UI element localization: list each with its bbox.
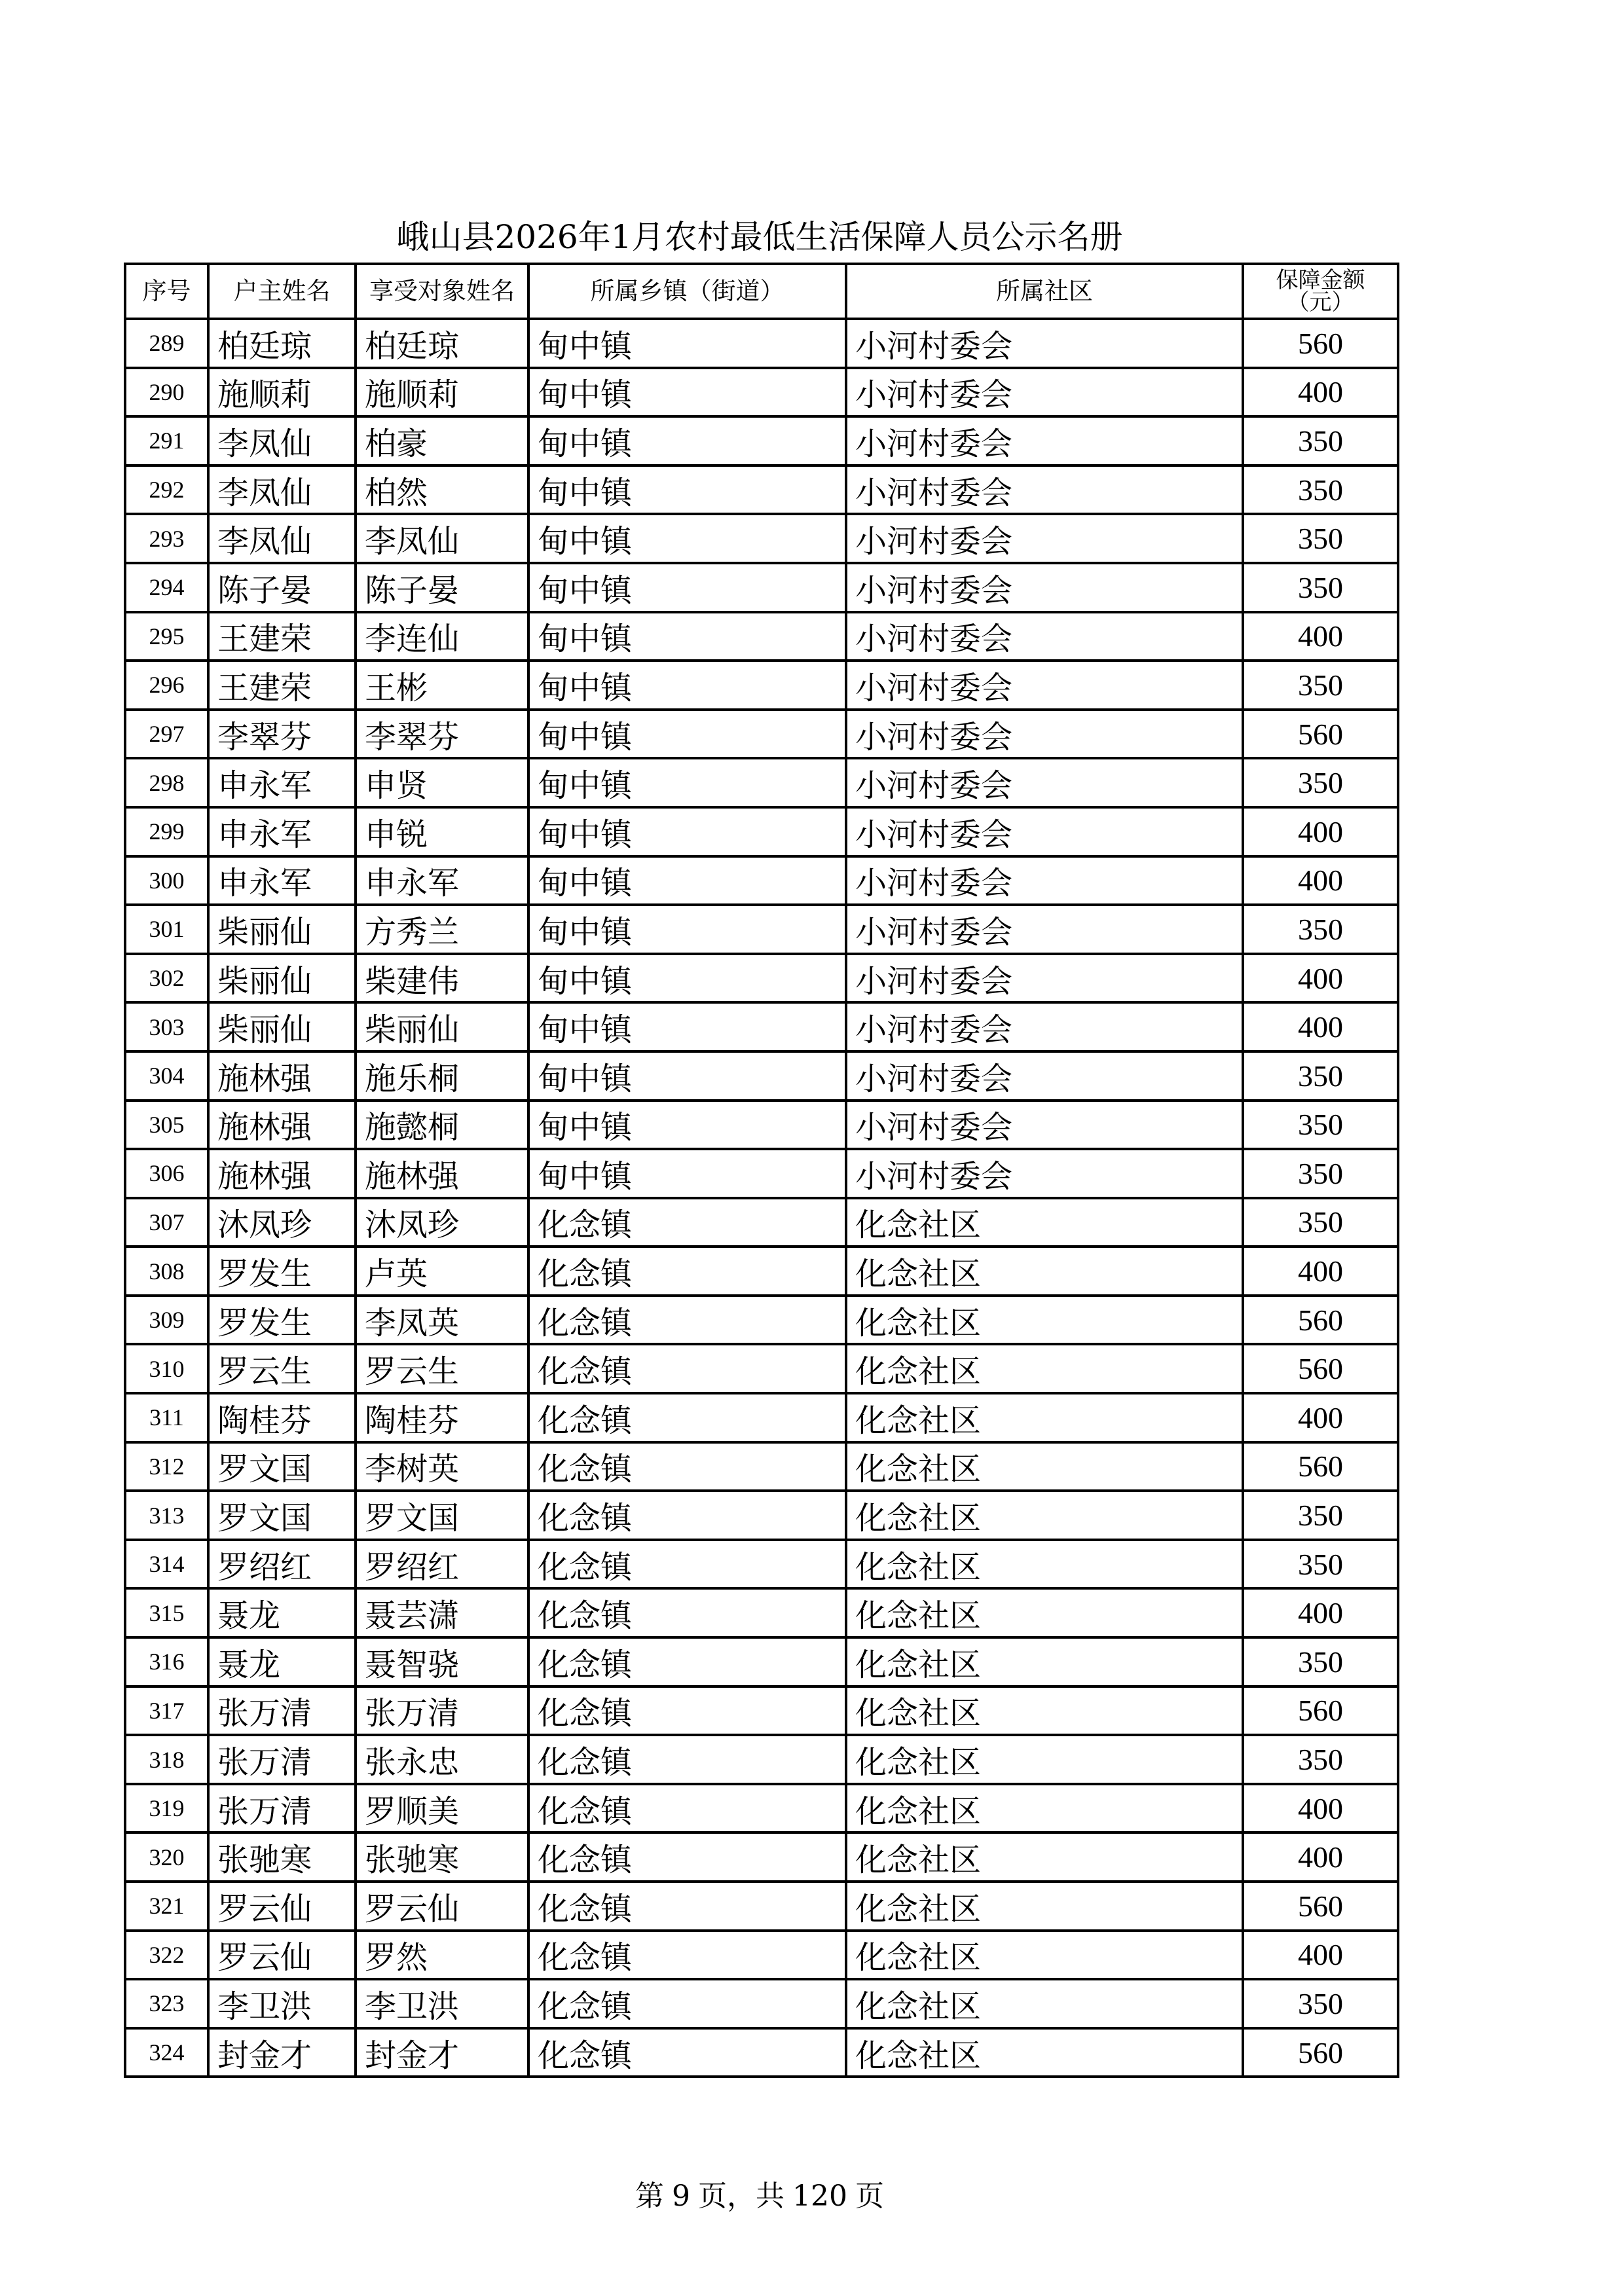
cell-beneficiary: 罗文国 — [356, 1491, 528, 1540]
cell-seq: 315 — [125, 1588, 208, 1637]
cell-seq: 299 — [125, 807, 208, 856]
cell-householder: 罗文国 — [208, 1491, 356, 1540]
cell-town: 甸中镇 — [528, 465, 846, 515]
table-row — [125, 514, 1398, 563]
table-row — [125, 2028, 1398, 2077]
cell-community: 化念社区 — [846, 1540, 1243, 1589]
table-row — [125, 368, 1398, 417]
cell-householder: 柏廷琼 — [208, 319, 356, 368]
cell-community: 小河村委会 — [846, 954, 1243, 1003]
cell-beneficiary: 施懿桐 — [356, 1101, 528, 1150]
table-row — [125, 758, 1398, 807]
cell-community: 化念社区 — [846, 1588, 1243, 1637]
cell-town: 化念镇 — [528, 1735, 846, 1784]
cell-beneficiary: 施乐桐 — [356, 1051, 528, 1101]
cell-seq: 307 — [125, 1198, 208, 1247]
cell-community: 化念社区 — [846, 1344, 1243, 1393]
cell-town: 化念镇 — [528, 1832, 846, 1882]
table-row — [125, 1491, 1398, 1540]
cell-town: 化念镇 — [528, 1979, 846, 2028]
cell-community: 化念社区 — [846, 1931, 1243, 1980]
cell-beneficiary: 张永忠 — [356, 1735, 528, 1784]
cell-amount: 400 — [1243, 807, 1398, 856]
cell-town: 甸中镇 — [528, 905, 846, 954]
cell-amount: 350 — [1243, 1735, 1398, 1784]
roster-table — [124, 263, 1399, 2078]
cell-amount: 350 — [1243, 563, 1398, 612]
cell-amount: 560 — [1243, 1882, 1398, 1931]
cell-town: 化念镇 — [528, 1882, 846, 1931]
cell-community: 化念社区 — [846, 1882, 1243, 1931]
cell-householder: 申永军 — [208, 758, 356, 807]
cell-seq: 303 — [125, 1002, 208, 1051]
cell-seq: 320 — [125, 1832, 208, 1882]
table-row — [125, 954, 1398, 1003]
cell-community: 化念社区 — [846, 1735, 1243, 1784]
cell-amount: 560 — [1243, 319, 1398, 368]
cell-amount: 350 — [1243, 1149, 1398, 1198]
cell-householder: 张万清 — [208, 1784, 356, 1833]
table-row — [125, 905, 1398, 954]
cell-seq: 308 — [125, 1247, 208, 1296]
cell-amount: 400 — [1243, 1931, 1398, 1980]
cell-seq: 294 — [125, 563, 208, 612]
cell-amount: 350 — [1243, 1198, 1398, 1247]
cell-community: 化念社区 — [846, 1784, 1243, 1833]
cell-community: 化念社区 — [846, 1393, 1243, 1442]
cell-seq: 301 — [125, 905, 208, 954]
header-town: 所属乡镇（街道） — [528, 264, 846, 319]
cell-amount: 400 — [1243, 1588, 1398, 1637]
cell-householder: 罗发生 — [208, 1247, 356, 1296]
cell-community: 小河村委会 — [846, 807, 1243, 856]
cell-seq: 311 — [125, 1393, 208, 1442]
cell-seq: 319 — [125, 1784, 208, 1833]
cell-householder: 张驰寒 — [208, 1832, 356, 1882]
cell-amount: 350 — [1243, 514, 1398, 563]
cell-seq: 309 — [125, 1296, 208, 1345]
header-householder: 户主姓名 — [208, 264, 356, 319]
cell-beneficiary: 柴建伟 — [356, 954, 528, 1003]
cell-community: 小河村委会 — [846, 514, 1243, 563]
cell-amount: 400 — [1243, 1247, 1398, 1296]
cell-beneficiary: 陶桂芬 — [356, 1393, 528, 1442]
cell-seq: 314 — [125, 1540, 208, 1589]
cell-town: 化念镇 — [528, 1344, 846, 1393]
table-row — [125, 661, 1398, 710]
cell-seq: 291 — [125, 416, 208, 465]
cell-town: 化念镇 — [528, 1784, 846, 1833]
cell-beneficiary: 王彬 — [356, 661, 528, 710]
table-row — [125, 1540, 1398, 1589]
cell-householder: 张万清 — [208, 1686, 356, 1736]
cell-householder: 罗云仙 — [208, 1882, 356, 1931]
cell-amount: 350 — [1243, 1540, 1398, 1589]
cell-householder: 罗云生 — [208, 1344, 356, 1393]
cell-seq: 306 — [125, 1149, 208, 1198]
cell-town: 甸中镇 — [528, 954, 846, 1003]
table-row — [125, 1149, 1398, 1198]
table-row — [125, 710, 1398, 759]
footer-prefix: 第 — [635, 2179, 664, 2213]
cell-beneficiary: 李凤仙 — [356, 514, 528, 563]
cell-amount: 350 — [1243, 905, 1398, 954]
cell-beneficiary: 卢英 — [356, 1247, 528, 1296]
cell-town: 化念镇 — [528, 1588, 846, 1637]
cell-town: 化念镇 — [528, 1198, 846, 1247]
cell-seq: 316 — [125, 1637, 208, 1686]
cell-householder: 施林强 — [208, 1051, 356, 1101]
cell-householder: 陈子晏 — [208, 563, 356, 612]
cell-community: 小河村委会 — [846, 1149, 1243, 1198]
table-row — [125, 1198, 1398, 1247]
table-row — [125, 856, 1398, 905]
footer-page-number: 9 — [672, 2179, 690, 2213]
cell-seq: 298 — [125, 758, 208, 807]
cell-householder: 聂龙 — [208, 1637, 356, 1686]
cell-community: 小河村委会 — [846, 1002, 1243, 1051]
cell-town: 甸中镇 — [528, 710, 846, 759]
cell-beneficiary: 聂智骁 — [356, 1637, 528, 1686]
cell-amount: 560 — [1243, 710, 1398, 759]
cell-beneficiary: 柴丽仙 — [356, 1002, 528, 1051]
cell-amount: 560 — [1243, 1296, 1398, 1345]
cell-householder: 沐凤珍 — [208, 1198, 356, 1247]
table-row — [125, 563, 1398, 612]
cell-town: 化念镇 — [528, 1393, 846, 1442]
cell-amount: 400 — [1243, 1002, 1398, 1051]
cell-householder: 柴丽仙 — [208, 954, 356, 1003]
cell-community: 化念社区 — [846, 1832, 1243, 1882]
cell-amount: 400 — [1243, 1832, 1398, 1882]
cell-community: 小河村委会 — [846, 368, 1243, 417]
footer-mid: 页，共 — [698, 2179, 784, 2213]
table-row — [125, 1344, 1398, 1393]
cell-seq: 296 — [125, 661, 208, 710]
cell-amount: 350 — [1243, 758, 1398, 807]
cell-community: 化念社区 — [846, 1247, 1243, 1296]
cell-amount: 350 — [1243, 1979, 1398, 2028]
cell-amount: 400 — [1243, 954, 1398, 1003]
cell-beneficiary: 申贤 — [356, 758, 528, 807]
cell-beneficiary: 申永军 — [356, 856, 528, 905]
cell-beneficiary: 柏然 — [356, 465, 528, 515]
cell-amount: 350 — [1243, 465, 1398, 515]
cell-community: 小河村委会 — [846, 416, 1243, 465]
cell-beneficiary: 施顺莉 — [356, 368, 528, 417]
table-row — [125, 416, 1398, 465]
cell-community: 化念社区 — [846, 1442, 1243, 1491]
cell-community: 化念社区 — [846, 2028, 1243, 2077]
cell-householder: 柴丽仙 — [208, 905, 356, 954]
cell-amount: 350 — [1243, 1101, 1398, 1150]
cell-amount: 560 — [1243, 1344, 1398, 1393]
cell-beneficiary: 李翠芬 — [356, 710, 528, 759]
table-row — [125, 1051, 1398, 1101]
cell-beneficiary: 罗云仙 — [356, 1882, 528, 1931]
cell-seq: 300 — [125, 856, 208, 905]
cell-amount: 350 — [1243, 416, 1398, 465]
cell-seq: 297 — [125, 710, 208, 759]
cell-amount: 350 — [1243, 1637, 1398, 1686]
table-row — [125, 1393, 1398, 1442]
cell-community: 小河村委会 — [846, 758, 1243, 807]
cell-town: 甸中镇 — [528, 514, 846, 563]
cell-town: 甸中镇 — [528, 563, 846, 612]
cell-town: 甸中镇 — [528, 416, 846, 465]
cell-amount: 560 — [1243, 1442, 1398, 1491]
cell-amount: 400 — [1243, 1393, 1398, 1442]
table-row — [125, 319, 1398, 368]
cell-community: 小河村委会 — [846, 1051, 1243, 1101]
cell-seq: 293 — [125, 514, 208, 563]
table-row — [125, 1686, 1398, 1736]
cell-seq: 290 — [125, 368, 208, 417]
cell-seq: 321 — [125, 1882, 208, 1931]
cell-beneficiary: 罗顺美 — [356, 1784, 528, 1833]
cell-householder: 封金才 — [208, 2028, 356, 2077]
table-row — [125, 1882, 1398, 1931]
cell-town: 甸中镇 — [528, 319, 846, 368]
table-row — [125, 1637, 1398, 1686]
header-seq: 序号 — [125, 264, 208, 319]
cell-householder: 罗云仙 — [208, 1931, 356, 1980]
cell-beneficiary: 罗绍红 — [356, 1540, 528, 1589]
cell-community: 小河村委会 — [846, 612, 1243, 661]
cell-amount: 350 — [1243, 661, 1398, 710]
cell-seq: 310 — [125, 1344, 208, 1393]
cell-householder: 李卫洪 — [208, 1979, 356, 2028]
cell-amount: 400 — [1243, 1784, 1398, 1833]
cell-seq: 292 — [125, 465, 208, 515]
cell-community: 小河村委会 — [846, 563, 1243, 612]
cell-householder: 李凤仙 — [208, 416, 356, 465]
cell-seq: 305 — [125, 1101, 208, 1150]
cell-amount: 400 — [1243, 368, 1398, 417]
cell-town: 甸中镇 — [528, 807, 846, 856]
cell-householder: 施林强 — [208, 1149, 356, 1198]
table-row — [125, 1832, 1398, 1882]
cell-community: 化念社区 — [846, 1637, 1243, 1686]
cell-town: 化念镇 — [528, 2028, 846, 2077]
table-row — [125, 1442, 1398, 1491]
cell-town: 化念镇 — [528, 1491, 846, 1540]
table-row — [125, 1247, 1398, 1296]
header-amount: 保障金额（元） — [1243, 264, 1398, 319]
cell-beneficiary: 柏廷琼 — [356, 319, 528, 368]
cell-community: 化念社区 — [846, 1979, 1243, 2028]
cell-town: 化念镇 — [528, 1442, 846, 1491]
header-beneficiary: 享受对象姓名 — [356, 264, 528, 319]
cell-householder: 王建荣 — [208, 612, 356, 661]
cell-seq: 304 — [125, 1051, 208, 1101]
cell-town: 化念镇 — [528, 1247, 846, 1296]
cell-beneficiary: 聂芸潇 — [356, 1588, 528, 1637]
cell-beneficiary: 申锐 — [356, 807, 528, 856]
cell-amount: 560 — [1243, 1686, 1398, 1736]
cell-beneficiary: 方秀兰 — [356, 905, 528, 954]
table-row — [125, 807, 1398, 856]
table-row — [125, 1784, 1398, 1833]
cell-town: 甸中镇 — [528, 1051, 846, 1101]
cell-seq: 289 — [125, 319, 208, 368]
cell-beneficiary: 柏豪 — [356, 416, 528, 465]
table-row — [125, 1101, 1398, 1150]
cell-amount: 350 — [1243, 1051, 1398, 1101]
cell-householder: 王建荣 — [208, 661, 356, 710]
cell-community: 化念社区 — [846, 1198, 1243, 1247]
cell-seq: 323 — [125, 1979, 208, 2028]
cell-town: 化念镇 — [528, 1540, 846, 1589]
footer-total-pages: 120 — [792, 2179, 847, 2213]
table-row — [125, 1296, 1398, 1345]
cell-seq: 302 — [125, 954, 208, 1003]
table-row — [125, 1931, 1398, 1980]
cell-town: 甸中镇 — [528, 856, 846, 905]
table-row — [125, 1002, 1398, 1051]
cell-town: 甸中镇 — [528, 1002, 846, 1051]
cell-seq: 324 — [125, 2028, 208, 2077]
cell-beneficiary: 施林强 — [356, 1149, 528, 1198]
cell-town: 甸中镇 — [528, 1101, 846, 1150]
cell-seq: 295 — [125, 612, 208, 661]
cell-community: 化念社区 — [846, 1686, 1243, 1736]
cell-town: 甸中镇 — [528, 1149, 846, 1198]
table-header-row — [125, 264, 1398, 319]
cell-town: 化念镇 — [528, 1686, 846, 1736]
cell-householder: 李凤仙 — [208, 514, 356, 563]
cell-town: 甸中镇 — [528, 661, 846, 710]
cell-seq: 312 — [125, 1442, 208, 1491]
cell-community: 化念社区 — [846, 1491, 1243, 1540]
cell-beneficiary: 沐凤珍 — [356, 1198, 528, 1247]
cell-beneficiary: 罗然 — [356, 1931, 528, 1980]
cell-beneficiary: 张万清 — [356, 1686, 528, 1736]
cell-householder: 李凤仙 — [208, 465, 356, 515]
cell-householder: 申永军 — [208, 807, 356, 856]
cell-seq: 313 — [125, 1491, 208, 1540]
cell-householder: 施顺莉 — [208, 368, 356, 417]
cell-beneficiary: 陈子晏 — [356, 563, 528, 612]
cell-householder: 罗文国 — [208, 1442, 356, 1491]
cell-town: 甸中镇 — [528, 758, 846, 807]
cell-community: 化念社区 — [846, 1296, 1243, 1345]
cell-householder: 罗绍红 — [208, 1540, 356, 1589]
cell-town: 化念镇 — [528, 1296, 846, 1345]
cell-community: 小河村委会 — [846, 856, 1243, 905]
cell-householder: 施林强 — [208, 1101, 356, 1150]
cell-beneficiary: 张驰寒 — [356, 1832, 528, 1882]
cell-community: 小河村委会 — [846, 319, 1243, 368]
cell-beneficiary: 罗云生 — [356, 1344, 528, 1393]
cell-community: 小河村委会 — [846, 710, 1243, 759]
cell-town: 化念镇 — [528, 1637, 846, 1686]
cell-beneficiary: 李树英 — [356, 1442, 528, 1491]
table-row — [125, 1735, 1398, 1784]
table-row — [125, 1979, 1398, 2028]
cell-town: 化念镇 — [528, 1931, 846, 1980]
page-footer — [0, 2172, 1519, 2214]
cell-householder: 聂龙 — [208, 1588, 356, 1637]
cell-community: 小河村委会 — [846, 905, 1243, 954]
cell-amount: 350 — [1243, 1491, 1398, 1540]
cell-amount: 400 — [1243, 612, 1398, 661]
cell-seq: 318 — [125, 1735, 208, 1784]
cell-householder: 罗发生 — [208, 1296, 356, 1345]
page-title: 峨山县2026年1月农村最低生活保障人员公示名册 — [396, 218, 1123, 256]
cell-amount: 400 — [1243, 856, 1398, 905]
table-row — [125, 612, 1398, 661]
cell-beneficiary: 李凤英 — [356, 1296, 528, 1345]
cell-householder: 张万清 — [208, 1735, 356, 1784]
cell-community: 小河村委会 — [846, 465, 1243, 515]
cell-householder: 申永军 — [208, 856, 356, 905]
cell-town: 甸中镇 — [528, 368, 846, 417]
cell-community: 小河村委会 — [846, 1101, 1243, 1150]
cell-householder: 李翠芬 — [208, 710, 356, 759]
table-row — [125, 465, 1398, 515]
table-row — [125, 1588, 1398, 1637]
cell-beneficiary: 封金才 — [356, 2028, 528, 2077]
cell-beneficiary: 李卫洪 — [356, 1979, 528, 2028]
cell-community: 小河村委会 — [846, 661, 1243, 710]
cell-seq: 322 — [125, 1931, 208, 1980]
cell-beneficiary: 李连仙 — [356, 612, 528, 661]
cell-amount: 560 — [1243, 2028, 1398, 2077]
footer-suffix: 页 — [855, 2179, 884, 2213]
header-community: 所属社区 — [846, 264, 1243, 319]
cell-householder: 柴丽仙 — [208, 1002, 356, 1051]
cell-householder: 陶桂芬 — [208, 1393, 356, 1442]
cell-seq: 317 — [125, 1686, 208, 1736]
cell-town: 甸中镇 — [528, 612, 846, 661]
